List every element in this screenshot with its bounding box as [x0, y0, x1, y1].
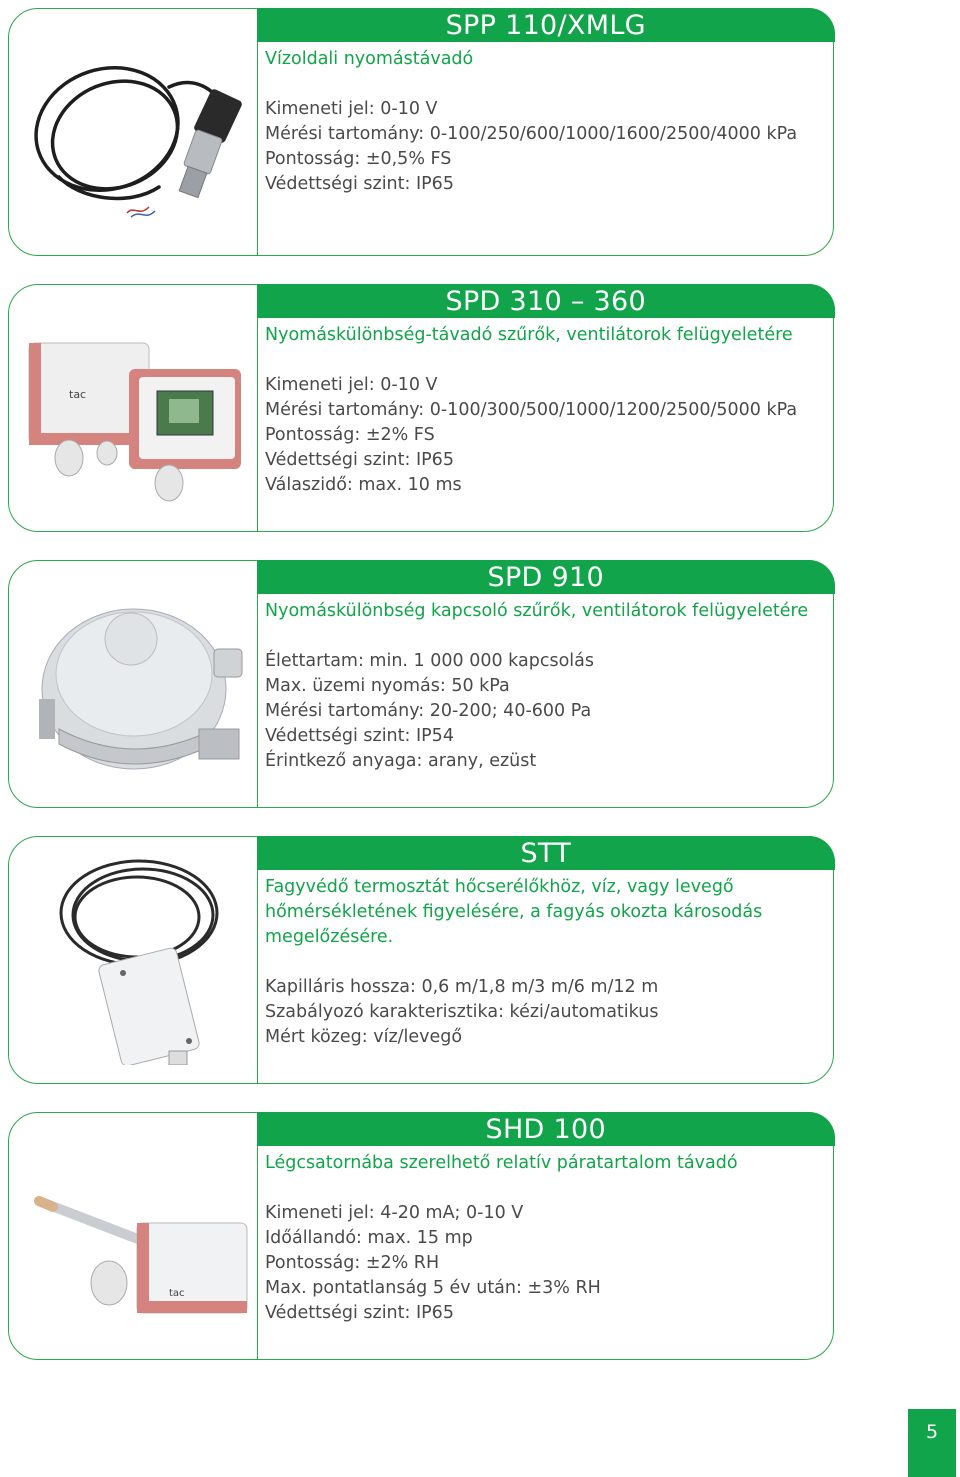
spec-item: Védettségi szint: IP54: [265, 726, 454, 746]
card-divider: [257, 285, 258, 531]
product-subtitle: Nyomáskülönbség kapcsoló szűrők, ventilátorok felügyeletére: [265, 601, 809, 621]
spec-item: Védettségi szint: IP65: [265, 174, 454, 194]
spec-list: [265, 373, 829, 498]
product-card-spd310: [8, 284, 834, 532]
product-subtitle-line: megelőzésére.: [265, 927, 394, 947]
spec-item: Élettartam: min. 1 000 000 kapcsolás: [265, 651, 594, 671]
spec-item: Max. üzemi nyomás: 50 kPa: [265, 676, 510, 696]
spec-item: Válaszidő: max. 10 ms: [265, 475, 462, 495]
product-subtitle-line: hőmérsékletének figyelésére, a fagyás okozta károsodás: [265, 902, 763, 922]
spec-item: Pontosság: ±0,5% FS: [265, 149, 452, 169]
pressure-transmitter-image: [19, 27, 249, 237]
product-subtitle-line: Fagyvédő termosztát hőcserélőkhöz, víz, vagy levegő: [265, 877, 734, 897]
spec-item: Kimeneti jel: 4-20 mA; 0-10 V: [265, 1203, 524, 1223]
product-title: SPD 310 – 360: [257, 284, 835, 318]
card-divider: [257, 1113, 258, 1359]
card-divider: [257, 9, 258, 255]
spec-item: Kimeneti jel: 0-10 V: [265, 375, 438, 395]
spec-list: [265, 1201, 829, 1326]
spec-item: Mért közeg: víz/levegő: [265, 1027, 463, 1047]
spec-item: Mérési tartomány: 20-200; 40-600 Pa: [265, 701, 592, 721]
pressure-switch-image: [19, 579, 249, 789]
page-number: 5: [908, 1409, 956, 1477]
spec-item: Pontosság: ±2% FS: [265, 425, 435, 445]
spec-list: [265, 97, 829, 197]
spec-item: Védettségi szint: IP65: [265, 450, 454, 470]
spec-item: Max. pontatlanság 5 év után: ±3% RH: [265, 1278, 601, 1298]
spec-item: Érintkező anyaga: arany, ezüst: [265, 751, 537, 771]
product-title: STT: [257, 836, 835, 870]
spec-item: Védettségi szint: IP65: [265, 1303, 454, 1323]
card-divider: [257, 837, 258, 1083]
logo-text: tac: [169, 1288, 185, 1299]
card-divider: [257, 561, 258, 807]
differential-pressure-transmitter-image: [19, 303, 249, 513]
product-subtitle: Nyomáskülönbség-távadó szűrők, ventilátorok felügyeletére: [265, 325, 793, 345]
spec-item: Kimeneti jel: 0-10 V: [265, 99, 438, 119]
logo-text: tac: [69, 388, 87, 401]
product-card-stt: [8, 836, 834, 1084]
product-card-shd100: [8, 1112, 834, 1360]
product-subtitle: Légcsatornába szerelhető relatív páratartalom távadó: [265, 1153, 738, 1173]
spec-item: Időállandó: max. 15 mp: [265, 1228, 473, 1248]
spec-item: Kapilláris hossza: 0,6 m/1,8 m/3 m/6 m/12 m: [265, 977, 659, 997]
product-subtitle: Vízoldali nyomástávadó: [265, 49, 474, 69]
humidity-transmitter-image: [19, 1131, 249, 1341]
frost-thermostat-image: [19, 855, 249, 1065]
spec-item: Mérési tartomány: 0-100/250/600/1000/1600/2500/4000 kPa: [265, 124, 798, 144]
spec-item: Pontosság: ±2% RH: [265, 1253, 440, 1273]
product-title: SPD 910: [257, 560, 835, 594]
product-title: SHD 100: [257, 1112, 835, 1146]
spec-list: [265, 975, 829, 1050]
product-title: SPP 110/XMLG: [257, 8, 835, 42]
spec-item: Szabályozó karakterisztika: kézi/automatikus: [265, 1002, 659, 1022]
product-card-spp110: [8, 8, 834, 256]
spec-list: [265, 649, 829, 774]
spec-item: Mérési tartomány: 0-100/300/500/1000/1200/2500/5000 kPa: [265, 400, 798, 420]
product-card-spd910: [8, 560, 834, 808]
